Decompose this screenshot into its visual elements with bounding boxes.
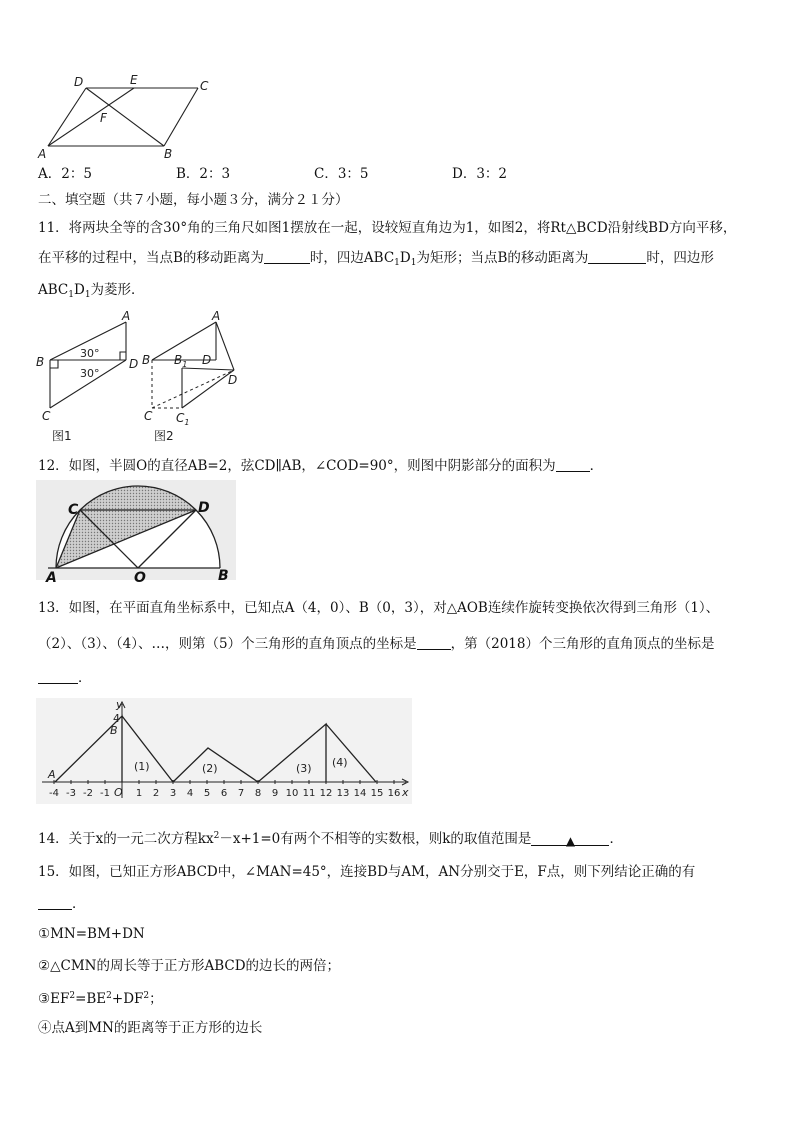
q11-text: 为矩形；当点B的移动距离为 [416,250,589,266]
answer-blank[interactable] [531,831,609,846]
label-o: O [114,786,123,799]
x-tick-label: 15 [370,788,384,799]
fig1-label-d: D [129,357,139,371]
option-a: A．2：5 [38,166,92,182]
q12-text: 12．如图，半圆O的直径AB=2，弦CD∥AB，∠COD=90°，则图中阴影部分的面积为 [38,458,556,474]
fig2-label-a: A [212,309,221,323]
label-f: F [100,111,107,125]
q11-text: 时，四边形 [646,250,714,266]
semicircle-label-o: O [134,570,146,584]
fig1-label-b: B [36,355,45,369]
fig2-label-d: D [202,353,212,367]
q11-line2 [38,248,714,273]
x-tick-label: 12 [319,788,333,799]
fig2-label-c: C [144,409,153,423]
x-tick-label: 1 [135,788,143,799]
axis-label-y: y [116,698,123,711]
section-title: 二、填空题（共７小题，每小题３分，满分２１分） [38,192,349,208]
x-tick-label: 13 [336,788,350,799]
x-tick-label: 16 [387,788,401,799]
x-tick-label: 8 [254,788,262,799]
subscript: 1 [84,290,91,300]
fig2-label-d1: D [228,373,238,387]
q15-line1: 15．如图，已知正方形ABCD中，∠MAN=45°，连接BD与AM，AN分别交于E，F点，则下列结论正确的有 [38,864,696,880]
q13-coordinate-figure [36,698,412,804]
y-tick-4: 4 [113,712,120,725]
q15-text: +DF [111,991,144,1007]
q15-line2 [38,894,86,914]
q13-text: ，第（2018）个三角形的直角顶点的坐标是 [450,636,715,652]
triangle-label-1: (1) [134,760,150,773]
fig1-label-c: C [42,409,51,423]
triangle-label-3: (3) [296,762,312,775]
label-b: B [164,147,173,161]
q15-text: =BE [75,991,107,1007]
axis-label-x: x [402,786,409,799]
option-b: B．2：3 [176,166,231,182]
superscript: 2 [213,831,220,841]
x-tick-label: 7 [237,788,245,799]
label-b: B [110,724,118,737]
q11-text: D [399,250,411,266]
q15-text: ； [149,991,163,1007]
x-tick-label: 4 [186,788,194,799]
answer-blank[interactable] [38,669,78,684]
answer-blank[interactable] [38,895,72,910]
q14-end: ． [609,831,623,847]
fig1-caption: 图1 [52,429,72,443]
fig1-label-a: A [122,309,131,323]
x-tick-label: -4 [49,788,59,799]
q11-text: 为菱形． [90,282,145,298]
fig1-angle-bottom: 30° [80,367,100,380]
superscript: 2 [106,991,112,1001]
subscript: 1 [410,258,417,268]
q12-text-line [38,456,603,476]
subscript: 1 [68,290,74,300]
q11-text: 在平移的过程中，当点B的移动距离为 [38,250,264,266]
semicircle-label-b: B [218,568,229,584]
subscript: 1 [394,258,400,268]
q15-statement-2: ②△CMN的周长等于正方形ABCD的边长的两倍； [38,958,341,974]
triangle-label-2: (2) [202,762,218,775]
q14-text: 14．关于x的一元二次方程kx [38,831,214,847]
q11-text: D [73,282,85,298]
superscript: 2 [143,991,150,1001]
x-tick-label: 9 [271,788,279,799]
x-tick-label: 5 [203,788,211,799]
semicircle-label-a: A [46,570,57,584]
superscript: 2 [69,991,76,1001]
answer-blank[interactable] [417,635,451,650]
fig2-label-b: B [142,353,151,367]
x-tick-label: -1 [100,788,110,799]
q12-semicircle-figure [36,480,236,584]
q12-end: ． [589,458,604,474]
label-c: C [200,79,209,93]
q13-line3 [38,668,92,688]
triangle-marker: ▲ [565,834,576,848]
q13-line1: 13．如图，在平面直角坐标系中，已知点A（4，0）、B（0，3），对△AOB连续作旋转变换依次得到三角形（1）、 [38,600,720,616]
x-tick-label: 11 [302,788,316,799]
q14-text: －x+1=0有两个不相等的实数根，则k的取值范围是 [219,831,532,847]
q11-figure-2 [138,308,258,448]
x-tick-label: 6 [220,788,228,799]
q15-statement-4: ④点A到MN的距离等于正方形的边长 [38,1020,263,1036]
q11-text: ABC [38,282,69,298]
q11-line3 [38,280,145,305]
fig1-angle-top: 30° [80,347,100,360]
q13-end: ． [78,670,92,686]
q15-statement-3 [38,986,163,1009]
q13-text: （2）、（3）、（4）、…，则第（5）个三角形的直角顶点的坐标是 [38,636,417,652]
x-tick-label: 2 [152,788,160,799]
label-e: E [130,73,138,87]
triangle-label-4: (4) [332,756,348,769]
x-tick-label: 10 [285,788,299,799]
q11-line1: 11．将两块全等的含30°角的三角尺如图1摆放在一起，设较短直角边为1，如图2，将Rt△BCD沿射线BD方向平移， [38,220,737,236]
q14-line [38,826,623,849]
fig2-label-b1: $B_1$ [174,353,188,369]
option-c: C．3：5 [314,166,369,182]
semicircle-label-c: C [68,502,79,518]
answer-blank[interactable] [588,249,646,264]
label-a: A [48,768,56,781]
x-tick-label: -3 [66,788,76,799]
x-tick-label: 3 [169,788,177,799]
q15-statement-1: ①MN=BM+DN [38,926,145,942]
parallelogram-figure [34,72,224,164]
x-tick-label: 14 [353,788,367,799]
fig2-caption: 图2 [154,429,174,443]
answer-blank[interactable] [264,249,310,264]
x-tick-label: -2 [83,788,93,799]
label-d: D [74,75,84,89]
answer-blank[interactable] [556,457,590,472]
label-a: A [38,147,47,161]
q15-text: ③EF [38,991,70,1007]
fig2-label-c1: $C_1$ [176,411,190,427]
q11-figure-1 [34,308,144,448]
semicircle-label-d: D [198,500,210,516]
q15-end: ． [72,896,86,912]
option-d: D．3：2 [452,166,508,182]
q13-line2 [38,634,714,654]
q11-text: 时，四边ABC [309,250,395,266]
